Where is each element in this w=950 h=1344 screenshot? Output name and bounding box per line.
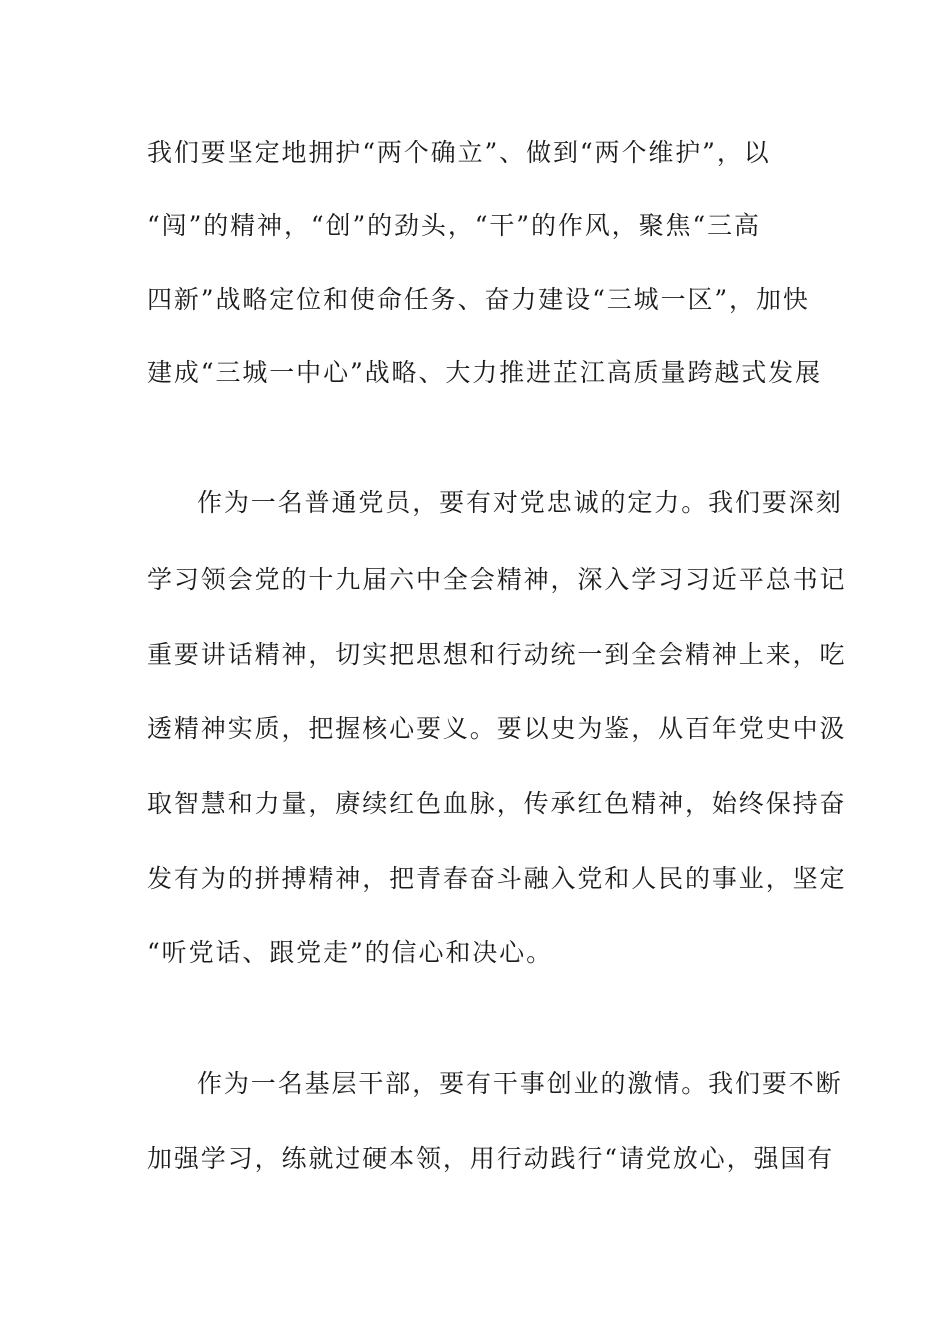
paragraph-line: 四新”战略定位和使命任务、奋力建设“三城一区”，加快 [147, 285, 810, 314]
paragraph-line: “闯”的精神，“创”的劲头，“干”的作风，聚焦“三高 [147, 211, 761, 240]
paragraph-line: 建成“三城一中心”战略、大力推进芷江高质量跨越式发展 [147, 358, 822, 387]
paragraph-line: 发有为的拼搏精神，把青春奋斗融入党和人民的事业，坚定 [147, 864, 847, 893]
paragraph-line: 我们要坚定地拥护“两个确立”、做到“两个维护”，以 [147, 138, 771, 167]
paragraph-line: 作为一名普通党员，要有对党忠诚的定力。我们要深刻 [197, 488, 843, 517]
paragraph-line: 透精神实质，把握核心要义。要以史为鉴，从百年党史中汲 [147, 714, 847, 743]
paragraph-line: 重要讲话精神，切实把思想和行动统一到全会精神上来，吃 [147, 640, 847, 669]
paragraph-line: “听党话、跟党走”的信心和决心。 [147, 938, 553, 967]
paragraph-line: 学习领会党的十九届六中全会精神，深入学习习近平总书记 [147, 565, 847, 594]
paragraph-line: 加强学习，练就过硬本领，用行动践行“请党放心，强国有 [147, 1144, 835, 1173]
paragraph-line: 作为一名基层干部，要有干事创业的激情。我们要不断 [197, 1069, 843, 1098]
paragraph-line: 取智慧和力量，赓续红色血脉，传承红色精神，始终保持奋 [147, 789, 847, 818]
